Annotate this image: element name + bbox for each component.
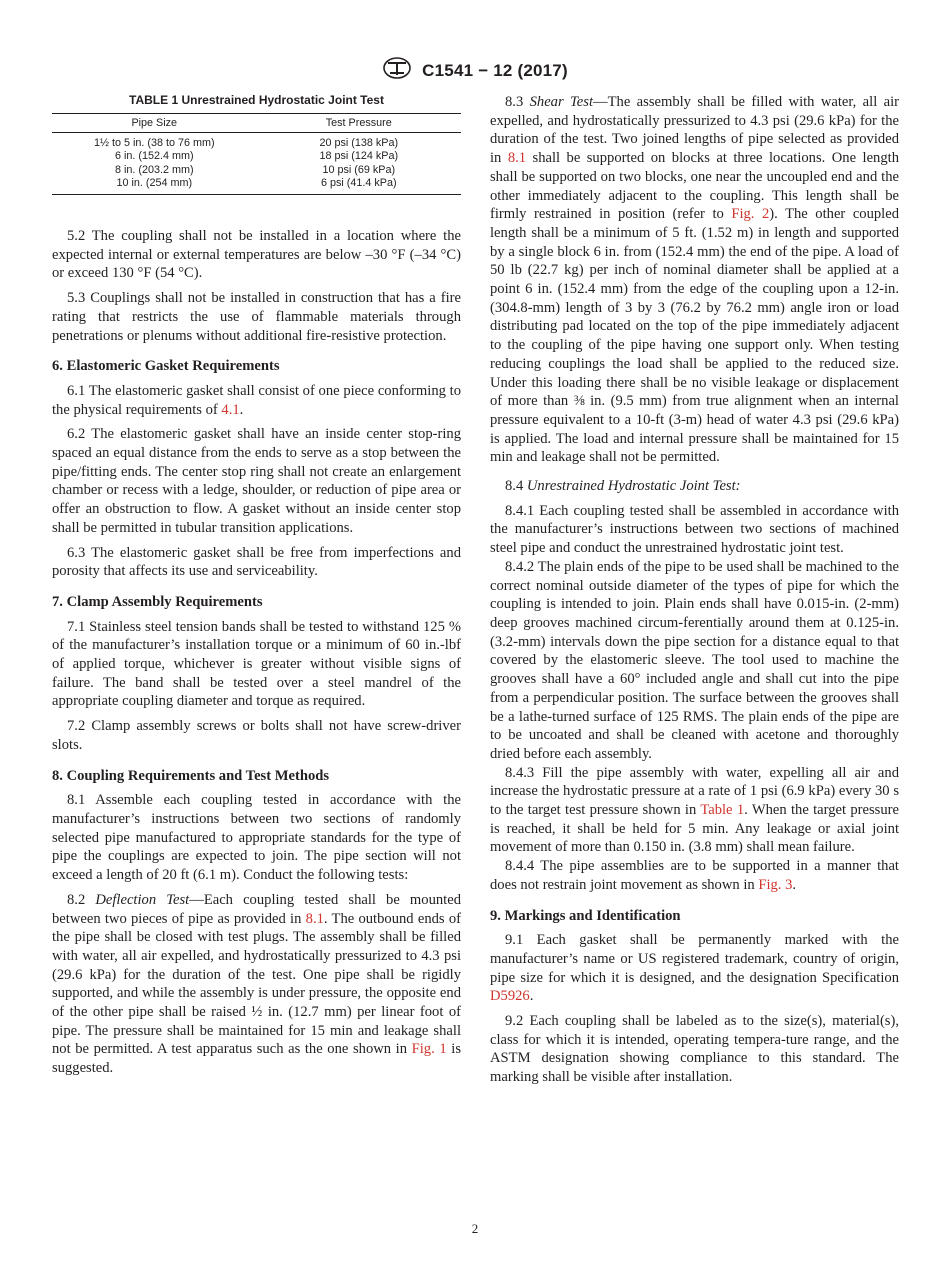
paragraph-6-1: 6.1 The elastomeric gasket shall consist of one piece conforming to the physical requirements of 4.1.: [52, 382, 461, 418]
table-row: [52, 164, 461, 177]
table-row: [52, 150, 461, 163]
paragraph-8-4-2: 8.4.2 The plain ends of the pipe to be used shall be machined to the correct nominal outside diameter of the types of pipe for which the coupling is intended to join. Plain ends shall have 0.015-in. (2-mm) deep grooves machined circum-ferentially around them at 0.125-in. (3.2-mm) intervals down the pipe section for a distance equal to that covered by the elastomeric sleeve. The tool used to machine the grooves shall have a 60° included angle and shall cut into the pipe from a perpendicular position. The surface between the grooves shall be a lathe-turned surface of 125 RMS. The plain ends of the pipe are to be uncoated and shall be cleaned with acetone and thoroughly dried before each assembly.: [490, 558, 899, 762]
paragraph-8-2: 8.2 Deflection Test—Each coupling tested shall be mounted between two pieces of pipe as provided in 8.1. The outbound ends of the pipe shall be closed with test plugs. The assembly shall be filled with water, all air expelled, and hydrostatically pressurized to 4.3 psi (29.6 kPa) for the duration of the test. One pipe shall be rigidly supported, and while the assembly is under pressure, the opposite end of the other pipe shall be raised ½ in. (12.7 mm) per linear foot of pipe. The pressure shall be maintained for 15 min and leakage shall not be permitted. A test apparatus such as the one shown in Fig. 1 is suggested.: [52, 891, 462, 1077]
table-cell: 10 psi (69 kPa): [322, 163, 396, 176]
paragraph-8-4-3: 8.4.3 Fill the pipe assembly with water, expelling all air and increase the hydrostatic pressure at a rate of 1 psi (6.9 kPa) every 30 s to the target test pressure shown in Table 1. When the target pressure is reached, it shall be held for 5 min. Any leakage or axial joint movement of more than 0.150 in. (3.8 mm) shall mean failure.: [490, 764, 899, 856]
link-section-4-1[interactable]: 4.1: [221, 401, 240, 418]
link-section-8-1[interactable]: 8.1: [507, 150, 527, 167]
table-cell: 20 psi (138 kPa): [319, 137, 399, 150]
paragraph-5-2: 5.2 The coupling shall not be installed in a location where the expected internal or external temperatures are below –30 °F (–34 °C) or exceed 130 °F (54 °C).: [52, 228, 461, 282]
table-cell: 10 in. (254 mm): [52, 177, 257, 195]
paragraph-6-2: 6.2 The elastomeric gasket shall have an inside center stop-ring spaced an equal distance from the ends to serve as a stop between the pipe/fitting ends. The center stop ring shall not create an enlargement chamber or recess with a ledge, shoulder, or reduction of pipe area or offer an obstruction to flow. A gasket without an inside center stop shall be permitted in tubular transition applications.: [52, 426, 461, 536]
page-header: [0, 56, 950, 85]
table-cell: 8 in. (203.2 mm): [114, 163, 194, 176]
table-cell: 6 psi (41.4 kPa): [257, 177, 462, 195]
paragraph-7-1: 7.1 Stainless steel tension bands shall be tested to withstand 125 % of the manufacturer’s installation torque or a minimum of 60 in.-lbf of applied torque, whichever is greater without visible signs of failure. The band shall be tested over a steel mandrel of the appropriate coupling diameter and torque as required.: [52, 618, 461, 710]
table-cell: 1½ to 5 in. (38 to 76 mm): [93, 137, 215, 150]
paragraph-7-2: 7.2 Clamp assembly screws or bolts shall not have screw-driver slots.: [52, 718, 461, 753]
section-heading-9: 9. Markings and Identification: [490, 907, 681, 924]
left-column: [52, 93, 461, 1084]
paragraph-9-2: 9.2 Each coupling shall be labeled as to the size(s), material(s), class for which it is intended, operating tempera-ture range, and the ASTM designation showing compliance to this standard. The marking shall be visible after installation.: [490, 1013, 899, 1086]
section-heading-7: 7. Clamp Assembly Requirements: [52, 593, 263, 610]
link-section-8-1[interactable]: 8.1: [305, 910, 324, 927]
page-number: 2: [471, 1221, 479, 1236]
paragraph-8-4: 8.4 Unrestrained Hydrostatic Joint Test:: [505, 478, 741, 495]
link-fig-3[interactable]: Fig. 3: [758, 876, 793, 893]
table-row: [52, 133, 461, 151]
link-fig-2[interactable]: Fig. 2: [731, 206, 770, 223]
link-fig-1[interactable]: Fig. 1: [411, 1041, 447, 1058]
hydrostatic-test-table: [52, 113, 461, 195]
table-cell: 18 psi (124 kPa): [319, 150, 399, 163]
standard-designation: C1541 − 12 (2017): [422, 60, 568, 80]
table-caption: TABLE 1 Unrestrained Hydrostatic Joint Test: [129, 93, 384, 107]
paragraph-8-4-4: 8.4.4 The pipe assemblies are to be supported in a manner that does not restrain joint movement as shown in Fig. 3.: [490, 858, 899, 893]
paragraph-8-1: 8.1 Assemble each coupling tested in accordance with the manufacturer’s instructions between two sections of randomly selected pipe manufactured to appropriate standards for the type of pipe the couplings are expected to join. The pipe section will not exceed a length of 20 ft (6.1 m). Conduct the following tests:: [52, 792, 461, 884]
table-header-pipe-size: Pipe Size: [52, 114, 257, 133]
paragraph-8-4-1: 8.4.1 Each coupling tested shall be assembled in accordance with the manufacturer’s instructions between two sections of machined steel pipe and conduct the unrestrained hydrostatic joint test.: [490, 502, 899, 557]
astm-logo-icon: [382, 56, 412, 85]
section-heading-8: 8. Coupling Requirements and Test Methods: [52, 767, 330, 784]
table-header-test-pressure: Test Pressure: [257, 114, 462, 133]
table-cell: 6 in. (152.4 mm): [114, 150, 194, 163]
paragraph-6-3: 6.3 The elastomeric gasket shall be free from imperfections and porosity that affects its use and serviceability.: [52, 544, 461, 580]
right-column: [490, 93, 899, 1093]
paragraph-5-3: 5.3 Couplings shall not be installed in construction that has a fire rating that restricts the use of flammable materials through penetrations or plenums without additional fire-resistive protection.: [52, 290, 461, 344]
section-heading-6: 6. Elastomeric Gasket Requirements: [52, 358, 280, 375]
paragraph-8-3: 8.3 Shear Test—The assembly shall be filled with water, all air expelled, and hydrostatically pressurized to 4.3 psi (29.6 kPa) for the duration of the test. Two joined lengths of pipe selected as provided in 8.1 shall be supported on blocks at three locations. One length shall be supported on two blocks, one near the uncoupled end and the other immediately adjacent to the coupling. This length shall be firmly restrained in position (refer to Fig. 2). The other coupled length shall be a minimum of 5 ft. (1.52 m) in length and supported by a single block 6 in. from (152.4 mm) the end of the pipe. A load of 50 lb (22.7 kg) per inch of nominal diameter shall be applied at a point 6 in. (152.4 mm) from the edge of the coupling upon a 12-in. (304.8-mm) length of 3 by 3 (76.2 by 76.2 mm) angle iron or load distributing pad located on the top of the pipe immediately adjacent to the coupling of the pipe having one support only. When testing reducing couplings the load shall be applied to the reduced size. Under this loading there shall be no visible leakage or displacement of more than ⅜ in. (9.5 mm) from true alignment when an internal pressure equivalent to a 10-ft (3-m) head of water 4.3 psi (29.6 kPa) is applied. The load and internal pressure shall be maintained for 15 min and leakage shall not be permitted.: [490, 94, 900, 466]
link-d5926[interactable]: D5926: [490, 988, 530, 1005]
link-table-1[interactable]: Table 1: [700, 802, 745, 819]
table-row: [52, 177, 461, 195]
paragraph-9-1: 9.1 Each gasket shall be permanently marked with the manufacturer’s name or US registered trademark, country of origin, pipe size for which it is designed, and the designation Specification D5926.: [490, 932, 899, 1005]
